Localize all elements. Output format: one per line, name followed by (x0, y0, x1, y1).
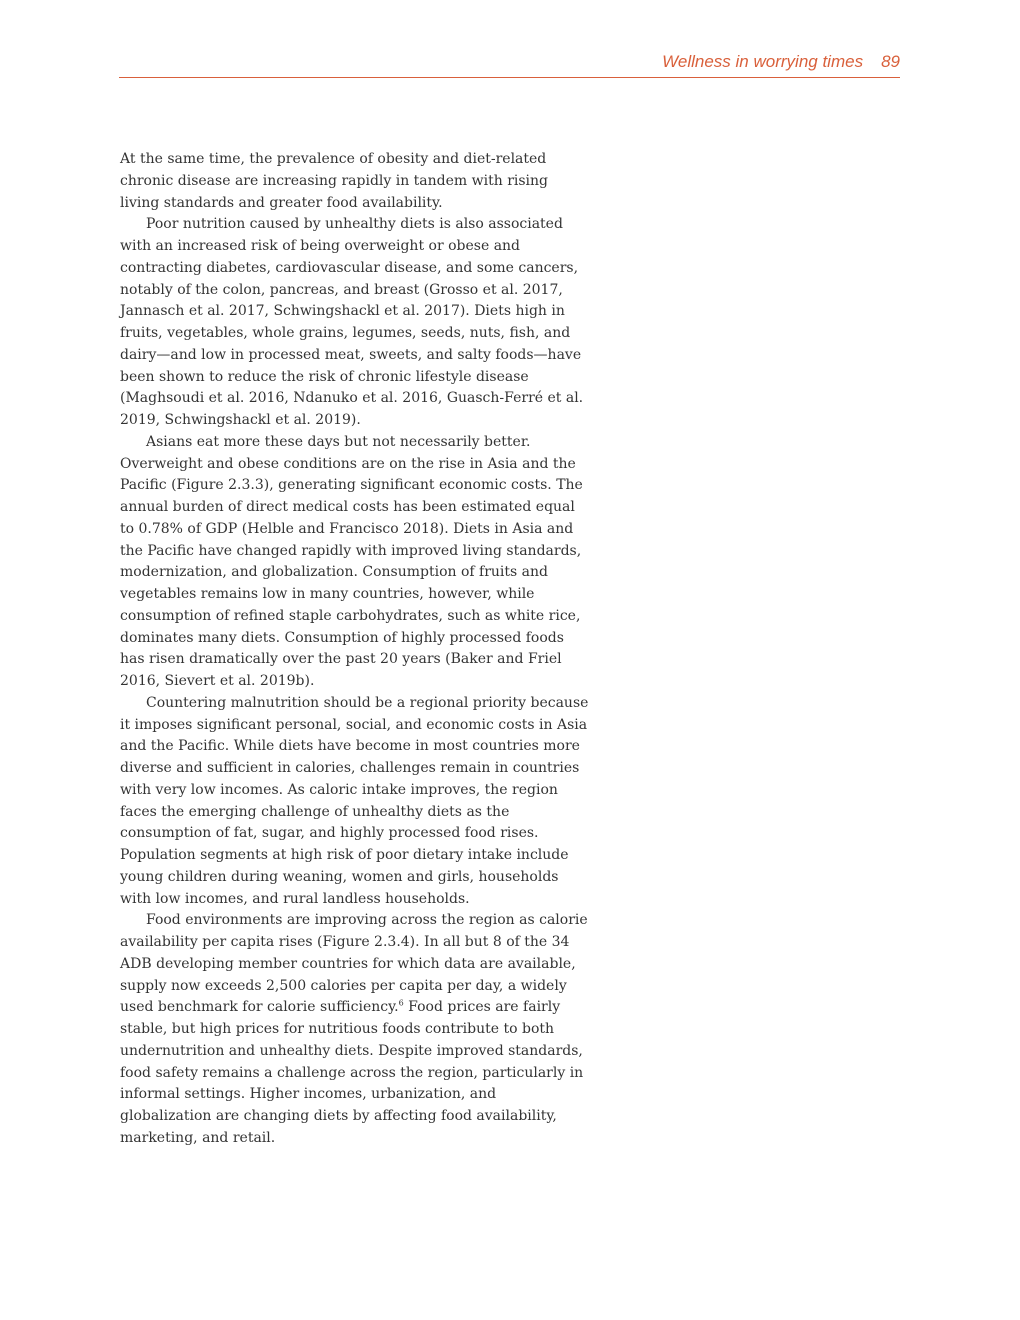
paragraph: Poor nutrition caused by unhealthy diets is also associated with an increased risk of being overweight or obese and contracting diabetes, cardiovascular disease, and some cancers, notably of the colon, pancreas, and breast (Grosso et al. 2017, Jannasch et al. 2017, Schwingshackl et al. 2017). Diets high in fruits, vegetables, whole grains, legumes, seeds, nuts, fish, and dairy—and low in processed meat, sweets, and salty foods—have been shown to reduce the risk of chronic lifestyle disease (Maghsoudi et al. 2016, Ndanuko et al. 2016, Guasch-Ferré et al. 2019, Schwingshackl et al. 2019). (120, 216, 584, 428)
running-title: Wellness in worrying times (662, 52, 864, 71)
paragraph: At the same time, the prevalence of obesity and diet-related chronic disease are increasing rapidly in tandem with rising living standards and greater food availability. (120, 151, 549, 211)
paragraph: Asians eat more these days but not necessarily better. Overweight and obese conditions are on the rise in Asia and the Pacific (Figure 2.3.3), generating significant economic costs. The annual burden of direct medical costs has been estimated equal to 0.78% of GDP (Helble and Francisco 2018). Diets in Asia and the Pacific have changed rapidly with improved living standards, modernization, and globalization. Consumption of fruits and vegetables remains low in many countries, however, while consumption of refined staple carbohydrates, such as white rice, dominates many diets. Consumption of highly processed foods has risen dramatically over the past 20 years (Baker and Friel 2016, Sievert et al. 2019b). (120, 433, 583, 689)
paragraph: Countering malnutrition should be a regional priority because it imposes significant personal, social, and economic costs in Asia and the Pacific. While diets have become in most countries more diverse and sufficient in calories, challenges remain in countries with very low incomes. As caloric intake improves, the region faces the emerging challenge of unhealthy diets as the consumption of fat, sugar, and highly processed food rises. Population segments at high risk of poor dietary intake include young children during weaning, women and girls, households with low incomes, and rural landless households. (120, 694, 589, 907)
body-text (120, 149, 590, 1150)
paragraph-text: Food prices are fairly stable, but high prices for nutritious foods contribute to both undernutrition and unhealthy diets. Despite improved standards, food safety remains a challenge across the region, particularly in informal settings. Higher incomes, urbanization, and globalization are changing diets by affecting food availability, marketing, and retail. (120, 999, 584, 1146)
paragraph-text: Food environments are improving across the region as calorie availability per capita rises (Figure 2.3.4). In all but 8 of the 34 ADB developing member countries for which data are available, supply now exceeds 2,500 calories per capita per day, a widely used benchmark for calorie sufficiency. (120, 912, 588, 1016)
footnote-marker[interactable]: 6 (398, 998, 404, 1008)
paragraph (120, 910, 590, 1149)
running-header (119, 50, 900, 78)
page-number: 89 (881, 52, 900, 71)
